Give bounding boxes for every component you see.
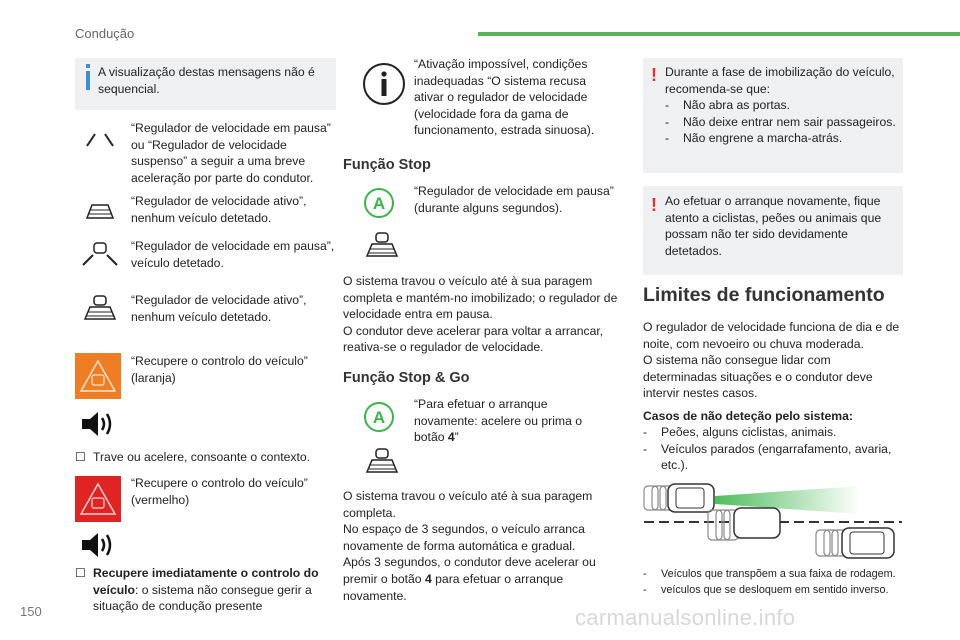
info-note-text: A visualização destas mensagens não é sequencial. [98,65,315,96]
mid-info-text: “Ativação impossível, condições inadequadas “O sistema recusa ativar o regulador de velocidade (velocidade fora da gama de funcionamento, estrada sinuosa). [414,57,595,138]
left-item-2: “Regulador de velocidade ativo”, nenhum veículo detetado. [131,194,307,225]
checkbox-bullet-icon: ☐ [75,566,86,580]
take-control-red-icon [75,476,121,522]
warning-icon: ! [651,195,657,215]
info-icon [85,64,91,90]
limits-paragraph: O regulador de velocidade funciona de dia e de noite, com nevoeiro ou chuva moderada. O sistema não consegue lidar com determinadas situações e o condutor deve intervir nestes casos. [643,320,900,401]
section-label: Condução [75,26,135,41]
warning-2: Ao efetuar o arranque novamente, fique atento a ciclistas, peões ou animais que possam não ter sido devidamente detetados. [665,194,882,258]
left-item-3: “Regulador de velocidade em pausa”, veículo detetado. [131,239,335,270]
stopgo-title: Função Stop & Go [343,370,470,386]
stop-icon-text: “Regulador de velocidade em pausa” (durante alguns segundos). [414,184,614,215]
acc-green-icon [362,186,396,220]
cases-list [643,424,905,474]
left-bullet-2-rest: : o sistema não consegue gerir a situação de condução presente [93,582,312,614]
left-bullet-1: ☐ Trave ou acelere, consoante o contexto. [75,450,311,464]
take-control-orange-icon [75,353,121,399]
list-item: - Peões, alguns ciclistas, animais. [643,425,837,439]
list-item: - Não deixe entrar nem sair passageiros. [665,114,896,129]
list-item: - veículos que se desloquem em sentido inverso. [643,583,889,596]
warning-1 [665,64,901,147]
lane-active-vehicle-icon [75,295,125,321]
left-item-1: “Regulador de velocidade em pausa” ou “Regulador de velocidade suspenso” a seguir a uma breve aceleração por parte do condutor. [131,121,331,185]
list-item: - Veículos parados (engarrafamento, avaria, etc.). [643,441,892,473]
stop-paragraph: O sistema travou o veículo até à sua paragem completa e mantém-no imobilizado; o regulador de velocidade entra em pausa. O condutor deve acelerar para voltar a arrancar, reativa-se o regulador de velocidade. [343,274,618,355]
page-number: 150 [20,604,42,619]
acc-green-icon [362,400,396,434]
sound-icon-1 [80,409,116,439]
stop-title: Função Stop [343,157,431,173]
warning-1-intro: Durante a fase de imobilização do veículo, recomenda-se que: [665,65,895,96]
info-circle-icon [362,62,406,106]
list-item: - Não abra as portas. [665,98,791,113]
figure-captions [643,567,905,598]
vehicle-detected-icon [75,241,125,267]
svg-text:A: A [372,408,386,427]
stopped-vehicle-icon [362,448,402,474]
stopgo-paragraph: O sistema travou o veículo até à sua paragem completa. No espaço de 3 segundos, o veículo arranca novamente de forma automática e gradual. Após 3 segundos, o condutor deve acelerar ou premir o botão 4 para efetuar o arranque novamente. [343,489,596,603]
list-item: - Veículos que transpõem a sua faixa de rodagem. [643,568,896,580]
left-item-5: “Recupere o controlo do veículo” (laranja) [131,354,308,385]
stopgo-icon-text: “Para efetuar o arranque novamente: acelere ou prima o botão 4” [414,397,583,445]
lane-active-icon [75,200,125,222]
svg-text:A: A [372,194,386,213]
section-bar [478,32,960,36]
stopped-vehicle-icon [362,232,402,258]
lane-lines-icon [75,126,125,152]
cases-title: Casos de não deteção pelo sistema: [643,409,853,423]
sound-icon-2 [80,530,116,560]
watermark: carmanualsonline.info [575,605,796,630]
warning-icon: ! [651,65,657,85]
left-item-4: “Regulador de velocidade ativo”, nenhum veículo detetado. [131,293,307,324]
left-bullet-2 [75,565,340,615]
checkbox-bullet-icon: ☐ [75,450,86,464]
traffic-illustration [640,478,905,560]
left-red-item: “Recupere o controlo do veículo” (vermelho) [131,476,308,507]
limits-title: Limites de funcionamento [643,284,885,306]
left-bullet-2-bold: Recupere imediatamente o controlo do veículo [93,566,319,597]
list-item: - Não engrene a marcha-atrás. [665,131,843,146]
